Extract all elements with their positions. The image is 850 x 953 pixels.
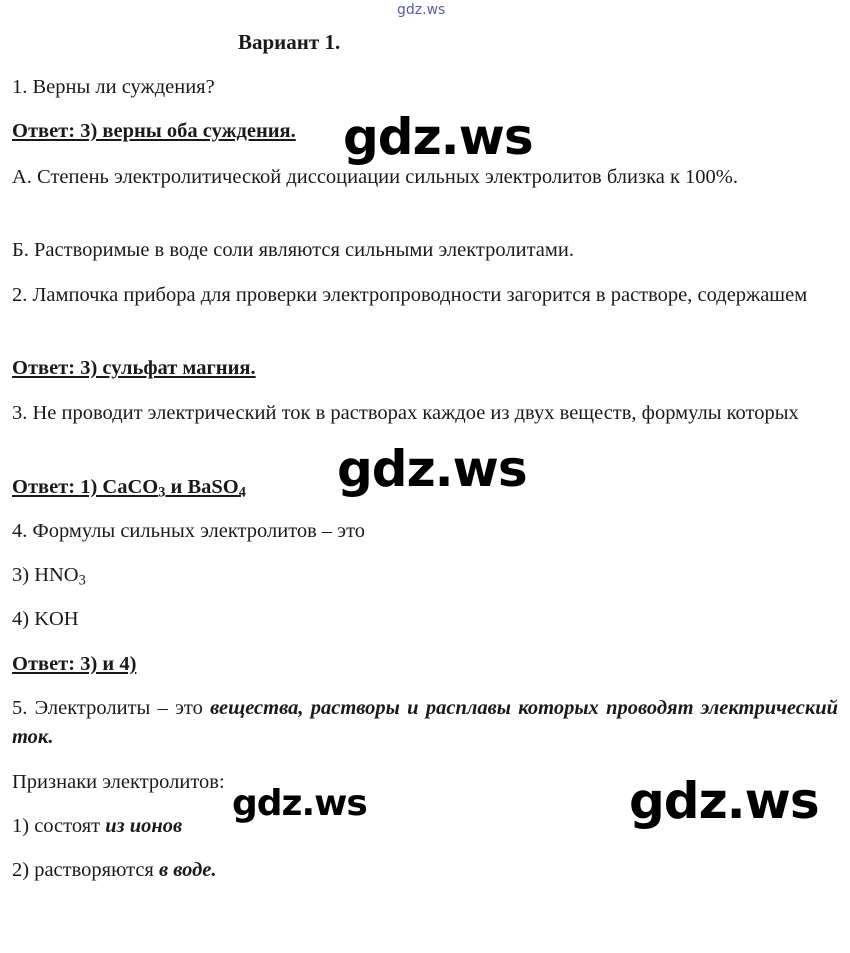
question-2: 2. Лампочка прибора для проверки электропроводности загорится в растворе, содержашем — [12, 284, 808, 306]
option-3 — [12, 561, 838, 590]
answer-3-sub2: 4 — [238, 484, 246, 501]
option-4: 4) KOH — [12, 608, 79, 630]
answer-3-mid: и BaSO — [165, 476, 239, 498]
answer-2: Ответ: 3) сульфат магния. — [12, 357, 256, 379]
watermark: gdz.ws — [337, 440, 527, 498]
question-5-prefix: 5. Электролиты – это — [12, 697, 211, 719]
sign-1-prefix: 1) состоят — [12, 815, 106, 837]
question-4: 4. Формулы сильных электролитов – это — [12, 520, 366, 542]
sign-2-prefix: 2) растворяются — [12, 859, 159, 881]
answer-4: Ответ: 3) и 4) — [12, 653, 137, 675]
answer-1: Ответ: 3) верны оба суждения. — [12, 120, 296, 142]
answer-3-sub1: 3 — [158, 484, 166, 501]
watermark: gdz.ws — [232, 783, 367, 824]
signs-header: Признаки электролитов: — [12, 771, 225, 793]
option-3-sub: 3 — [78, 572, 86, 589]
variant-title: Вариант 1. — [238, 30, 341, 54]
answer-3-prefix: Ответ: 1) CaCO — [12, 476, 159, 498]
question-3: 3. Не проводит электрический ток в растворах каждое из двух веществ, формулы которых — [12, 402, 799, 424]
watermark: gdz.ws — [629, 772, 819, 830]
watermark: gdz.ws — [343, 108, 533, 166]
question-5 — [12, 694, 838, 752]
statement-b: Б. Растворимые в воде соли являются сильными электролитами. — [12, 239, 574, 261]
question-1: 1. Верны ли суждения? — [12, 76, 215, 98]
option-3-text: 3) HNO — [12, 564, 79, 586]
sign-2-emphasis: в воде. — [158, 859, 217, 881]
electrolyte-definition: вещества, растворы и расплавы которых проводят электрический ток. — [12, 697, 839, 748]
statement-a: А. Степень электролитической диссоциации сильных электролитов близка к 100%. — [12, 166, 738, 188]
sign-1-emphasis: из ионов — [105, 815, 183, 837]
sign-2 — [12, 856, 838, 885]
watermark-top: gdz.ws — [397, 2, 446, 18]
